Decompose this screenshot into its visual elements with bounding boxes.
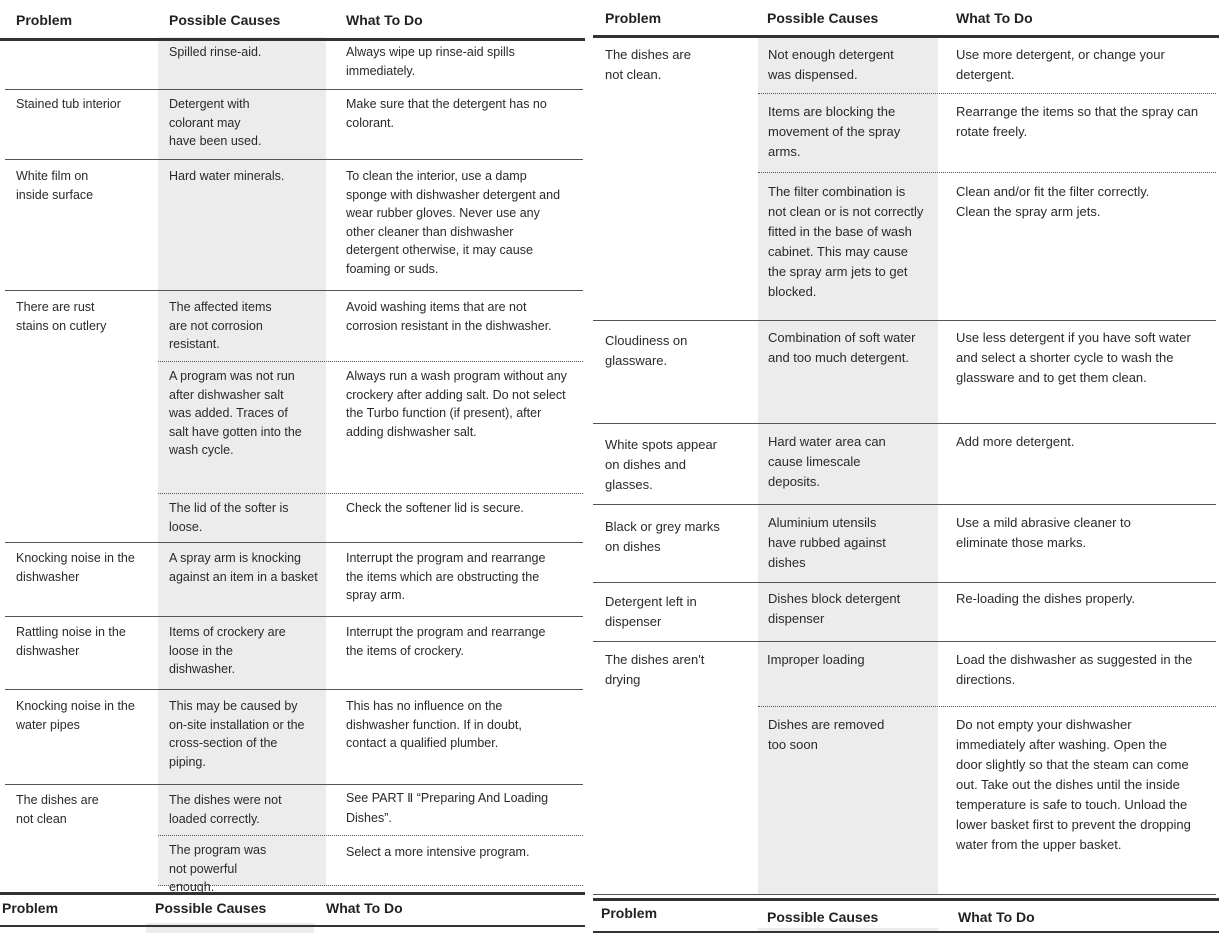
cause-cell: Dishes are removed too soon	[768, 717, 885, 752]
todo-cell: See PART Ⅱ “Preparing And Loading Dishes”.	[346, 791, 549, 825]
row-divider	[593, 894, 1216, 895]
cause-cell: Not enough detergent was dispensed.	[768, 47, 894, 82]
header-problem: Problem	[16, 12, 73, 28]
todo-cell: Interrupt the program and rearrange the items of crockery.	[346, 625, 546, 658]
todo-cell: Make sure that the detergent has no colorant.	[346, 97, 547, 130]
todo-cell: Always wipe up rinse-aid spills immediately.	[346, 45, 515, 78]
todo-cell: Select a more intensive program.	[346, 845, 530, 859]
cause-cell: A spray arm is knocking against an item in a basket	[169, 551, 318, 584]
footer-causes: Possible Causes	[155, 900, 267, 916]
right-table-footer-header	[593, 898, 1219, 933]
cause-cell: Items of crockery are loose in the dishwasher.	[169, 625, 286, 676]
cause-cell: Hard water area can cause limescale deposits.	[768, 434, 886, 489]
left-table-header	[0, 4, 585, 41]
problem-cell: The dishes are not clean.	[605, 47, 691, 82]
row-divider	[5, 616, 583, 617]
cause-cell: This may be caused by on-site installation or the cross-section of the piping.	[169, 699, 305, 769]
row-divider	[5, 542, 583, 543]
todo-cell: Use more detergent, or change your detergent.	[956, 47, 1165, 82]
problem-cell: White spots appear on dishes and glasses.	[605, 437, 718, 492]
right-troubleshooting-table	[593, 0, 1219, 933]
problem-cell: The dishes are not clean	[16, 793, 99, 826]
row-divider	[158, 361, 583, 362]
footer-problem: Problem	[601, 905, 658, 921]
cause-cell: Spilled rinse-aid.	[169, 45, 262, 59]
problem-cell: Cloudiness on glassware.	[605, 333, 688, 368]
row-divider	[593, 320, 1216, 321]
cause-cell: A program was not run after dishwasher salt was added. Traces of salt have gotten into the wash cycle.	[169, 369, 302, 457]
cause-cell: Dishes block detergent dispenser	[768, 591, 901, 626]
row-divider	[758, 706, 1216, 707]
todo-cell: To clean the interior, use a damp sponge with dishwasher detergent and wear rubber gloves. Never use any other cleaner than dishwasher detergent otherwise, it may cause foaming or suds.	[346, 169, 561, 276]
todo-cell: Re-loading the dishes properly.	[956, 591, 1135, 606]
row-divider	[5, 89, 583, 90]
header-causes: Possible Causes	[169, 12, 281, 28]
problem-cell: Detergent left in dispenser	[605, 594, 697, 629]
left-table-footer-header	[0, 892, 585, 927]
todo-cell: Add more detergent.	[956, 434, 1075, 449]
todo-cell: Check the softener lid is secure.	[346, 501, 524, 515]
row-divider	[158, 493, 583, 494]
row-divider	[593, 504, 1216, 505]
todo-cell: Do not empty your dishwasher immediately after washing. Open the door slightly so that the steam can come out. Take out the dishes until the inside temperature is safe to touch. Unload the lower basket first to prevent the dropping water from the upper basket.	[956, 717, 1191, 852]
todo-cell: Use less detergent if you have soft water and select a shorter cycle to wash the glassware and to get them clean.	[956, 330, 1191, 385]
row-divider	[5, 784, 583, 785]
problem-cell: Rattling noise in the dishwasher	[16, 625, 126, 658]
row-divider	[5, 159, 583, 160]
problem-cell: Knocking noise in the dishwasher	[16, 551, 135, 584]
todo-cell: Rearrange the items so that the spray can rotate freely.	[956, 104, 1199, 139]
cause-cell: The affected items are not corrosion resistant.	[169, 300, 272, 351]
header-todo: What To Do	[956, 10, 1033, 26]
row-divider	[158, 835, 583, 836]
row-divider	[593, 641, 1216, 642]
cause-cell: Items are blocking the movement of the spray arms.	[768, 104, 901, 159]
footer-todo: What To Do	[326, 900, 403, 916]
header-problem: Problem	[605, 10, 662, 26]
cause-cell: Combination of soft water and too much detergent.	[768, 330, 916, 365]
row-divider	[5, 689, 583, 690]
todo-cell: Always run a wash program without any crockery after adding salt. Do not select the Turbo function (if present), after adding dishwasher salt.	[346, 369, 567, 439]
problem-cell: Knocking noise in the water pipes	[16, 699, 135, 732]
row-divider	[593, 423, 1216, 424]
row-divider	[758, 172, 1216, 173]
cause-cell: Detergent with colorant may have been used.	[169, 97, 262, 148]
todo-cell: This has no influence on the dishwasher function. If in doubt, contact a qualified plumber.	[346, 699, 522, 750]
todo-cell: Interrupt the program and rearrange the items which are obstructing the spray arm.	[346, 551, 546, 602]
todo-cell: Load the dishwasher as suggested in the directions.	[956, 652, 1193, 687]
row-divider	[758, 93, 1216, 94]
problem-cell: There are rust stains on cutlery	[16, 300, 107, 333]
cause-cell: Hard water minerals.	[169, 169, 285, 183]
header-todo: What To Do	[346, 12, 423, 28]
right-table-header	[593, 2, 1219, 38]
todo-cell: Avoid washing items that are not corrosion resistant in the dishwasher.	[346, 300, 552, 333]
row-divider	[593, 582, 1216, 583]
todo-cell: Clean and/or fit the filter correctly. Clean the spray arm jets.	[956, 184, 1150, 219]
cause-cell: Improper loading	[767, 652, 865, 667]
cause-cell: The dishes were not loaded correctly.	[169, 793, 282, 826]
todo-cell: Use a mild abrasive cleaner to eliminate those marks.	[956, 515, 1131, 550]
footer-problem: Problem	[2, 900, 59, 916]
cause-cell: Aluminium utensils have rubbed against dishes	[768, 515, 886, 570]
cause-cell: The lid of the softer is loose.	[169, 501, 289, 534]
row-divider	[158, 885, 583, 886]
problem-cell: White film on inside surface	[16, 169, 94, 202]
left-troubleshooting-table	[0, 0, 585, 933]
row-divider	[5, 290, 583, 291]
problem-cell: Black or grey marks on dishes	[605, 519, 720, 554]
footer-todo: What To Do	[958, 909, 1035, 925]
problem-cell: The dishes aren't drying	[605, 652, 705, 687]
cause-cell: The program was not powerful enough.	[169, 843, 267, 894]
cause-cell: The filter combination is not clean or is not correctly fitted in the base of wash cabinet. This may cause the spray arm jets to get blocked.	[768, 184, 924, 299]
header-causes: Possible Causes	[767, 10, 879, 26]
footer-causes: Possible Causes	[767, 909, 879, 925]
problem-cell: Stained tub interior	[16, 97, 121, 111]
